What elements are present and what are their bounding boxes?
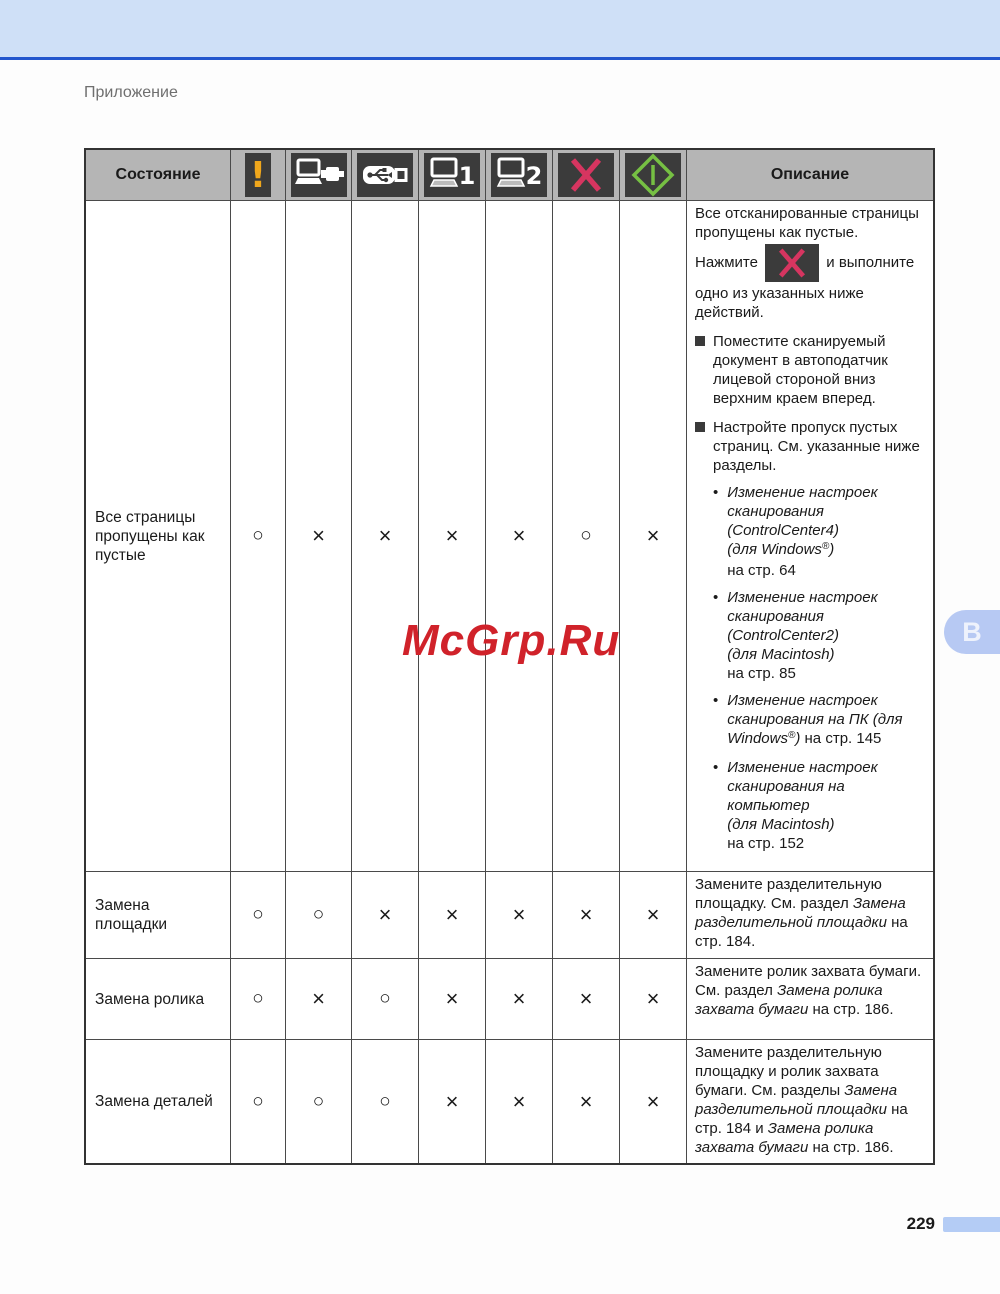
symbol-cross: ×	[286, 201, 351, 871]
state-label: Замена ролика	[95, 990, 205, 1008]
state-cell	[86, 959, 230, 1039]
header-cell-cancel-x-icon	[553, 150, 619, 200]
symbol-cross: ×	[419, 201, 485, 871]
pc-usb-cable-icon	[291, 153, 347, 197]
text-segment: )	[795, 730, 801, 747]
symbol-cross: ×	[419, 1040, 485, 1163]
header-cell-pc-1-icon	[419, 150, 485, 200]
description-text	[695, 1043, 925, 1157]
text-segment: Замена ролика захвата бумаги	[695, 1120, 874, 1156]
symbol-circle: ○	[286, 1040, 351, 1163]
svg-text:1: 1	[458, 162, 476, 190]
bullet-item	[695, 332, 925, 408]
state-label: Замена деталей	[95, 1093, 213, 1110]
side-tab-b	[944, 610, 1000, 654]
text-segment: Замените разделительную площадку. См. раздел	[695, 876, 882, 912]
symbol-cross: ×	[553, 959, 619, 1039]
bullet-item	[695, 418, 925, 475]
symbol-cross: ×	[486, 872, 552, 958]
description-cell	[687, 201, 933, 871]
description-column-header: Описание	[687, 150, 933, 200]
page-header-label: Приложение	[84, 84, 178, 101]
dot-bullet-icon: •	[713, 759, 719, 776]
state-cell	[86, 201, 230, 871]
text-segment: и выполните одно из указанных ниже действий.	[695, 253, 915, 321]
symbol-circle: ○	[231, 1040, 285, 1163]
text-segment: ®	[821, 541, 830, 552]
svg-text:2: 2	[525, 162, 543, 190]
text-segment: )	[829, 541, 835, 558]
symbol-cross: ×	[286, 959, 351, 1039]
text-segment: (для Windows	[727, 541, 822, 558]
text-segment: на стр. 64	[727, 562, 796, 579]
description-cell	[687, 1040, 933, 1163]
symbol-circle: ○	[231, 201, 285, 871]
sub-bullet-text	[727, 588, 925, 683]
header-cell-usb-flash-drive-icon	[352, 150, 418, 200]
header-cell-warning-icon	[231, 150, 285, 200]
bullet-text: Поместите сканируемый документ в автоподатчик лицевой стороной вниз верхним краем вперед.	[713, 333, 888, 407]
text-segment: на стр. 145	[800, 730, 882, 747]
symbol-circle: ○	[352, 959, 418, 1039]
text-segment: ®	[787, 730, 796, 741]
symbol-cross: ×	[620, 1040, 686, 1163]
description-text	[695, 962, 925, 1019]
state-cell	[86, 1040, 230, 1163]
text-segment: на стр. 186.	[808, 1139, 894, 1156]
text-segment: Замена ролика захвата бумаги	[695, 982, 883, 1018]
symbol-cross: ×	[620, 959, 686, 1039]
square-bullet-icon	[695, 422, 705, 432]
cancel-icon-inline	[765, 244, 819, 282]
sub-bullet-item	[713, 483, 925, 580]
page-number: 229	[906, 1214, 935, 1233]
dot-bullet-icon: •	[713, 484, 719, 501]
description-cell	[687, 872, 933, 958]
svg-text:!: !	[249, 155, 267, 196]
sub-bullet-item	[713, 691, 925, 750]
dot-bullet-icon: •	[713, 692, 719, 709]
state-column-header: Состояние	[86, 150, 230, 200]
state-label: Все страницы пропущены как пустые	[95, 508, 205, 564]
text-segment: Замена разделительной площадки	[695, 895, 906, 931]
text-segment: Замените ролик захвата бумаги. См. раздел	[695, 963, 922, 999]
description-text	[695, 875, 925, 951]
text-segment: (для Macintosh)	[727, 816, 835, 833]
pc-1-icon	[424, 153, 480, 197]
top-banner	[0, 0, 1000, 60]
text-segment: Изменение настроек сканирования (ControlCenter4)	[727, 484, 878, 539]
text-segment: Изменение настроек сканирования на компьютер	[727, 759, 878, 814]
text-segment: Изменение настроек сканирования на ПК (для Windows	[727, 692, 903, 747]
start-diamond-icon	[625, 153, 681, 197]
symbol-cross: ×	[620, 872, 686, 958]
description-intro	[695, 204, 925, 322]
bullet-text: Настройте пропуск пустых страниц. См. указанные ниже разделы.	[713, 419, 920, 474]
header-cell-pc-usb-cable-icon	[286, 150, 351, 200]
header-cell-start-diamond-icon	[620, 150, 686, 200]
usb-flash-drive-icon	[357, 153, 413, 197]
symbol-cross: ×	[352, 201, 418, 871]
watermark-text: McGrp.Ru	[402, 616, 621, 665]
symbol-cross: ×	[486, 959, 552, 1039]
text-segment: на стр. 186.	[808, 1001, 894, 1018]
sub-bullet-text	[727, 483, 925, 580]
symbol-cross: ×	[553, 872, 619, 958]
side-tab-label: B	[962, 616, 982, 647]
sub-bullet-item	[713, 758, 925, 853]
page-footer	[907, 1214, 1000, 1234]
symbol-cross: ×	[553, 1040, 619, 1163]
pc-2-icon	[491, 153, 547, 197]
sub-bullet-text	[727, 691, 925, 750]
symbol-circle: ○	[553, 201, 619, 871]
symbol-circle: ○	[231, 872, 285, 958]
symbol-circle: ○	[352, 1040, 418, 1163]
text-segment: на стр. 152	[727, 835, 805, 852]
text-segment: Замените разделительную площадку и ролик захвата бумаги. См. разделы	[695, 1044, 882, 1099]
symbol-cross: ×	[486, 201, 552, 871]
text-segment: Все отсканированные страницы пропущены как пустые. Нажмите	[695, 205, 919, 271]
symbol-cross: ×	[620, 201, 686, 871]
symbol-circle: ○	[231, 959, 285, 1039]
symbol-cross: ×	[419, 872, 485, 958]
dot-bullet-icon: •	[713, 589, 719, 606]
sub-bullet-item	[713, 588, 925, 683]
text-segment: на стр. 184 и	[695, 1101, 908, 1137]
symbol-cross: ×	[486, 1040, 552, 1163]
text-segment: Замена разделительной площадки	[695, 1082, 898, 1118]
text-segment: Изменение настроек сканирования (ControlCenter2)	[727, 589, 878, 644]
warning-icon	[245, 153, 271, 197]
cancel-x-icon	[558, 153, 614, 197]
state-label: Замена площадки	[95, 897, 168, 933]
page-number-bar	[943, 1217, 1000, 1232]
sub-bullet-text	[727, 758, 925, 853]
text-segment: на стр. 85	[727, 665, 796, 682]
symbol-cross: ×	[419, 959, 485, 1039]
state-cell	[86, 872, 230, 958]
square-bullet-icon	[695, 336, 705, 346]
symbol-circle: ○	[286, 872, 351, 958]
text-segment: (для Macintosh)	[727, 646, 835, 663]
description-cell	[687, 959, 933, 1039]
symbol-cross: ×	[352, 872, 418, 958]
text-segment: на стр. 184.	[695, 914, 908, 950]
header-cell-pc-2-icon	[486, 150, 552, 200]
